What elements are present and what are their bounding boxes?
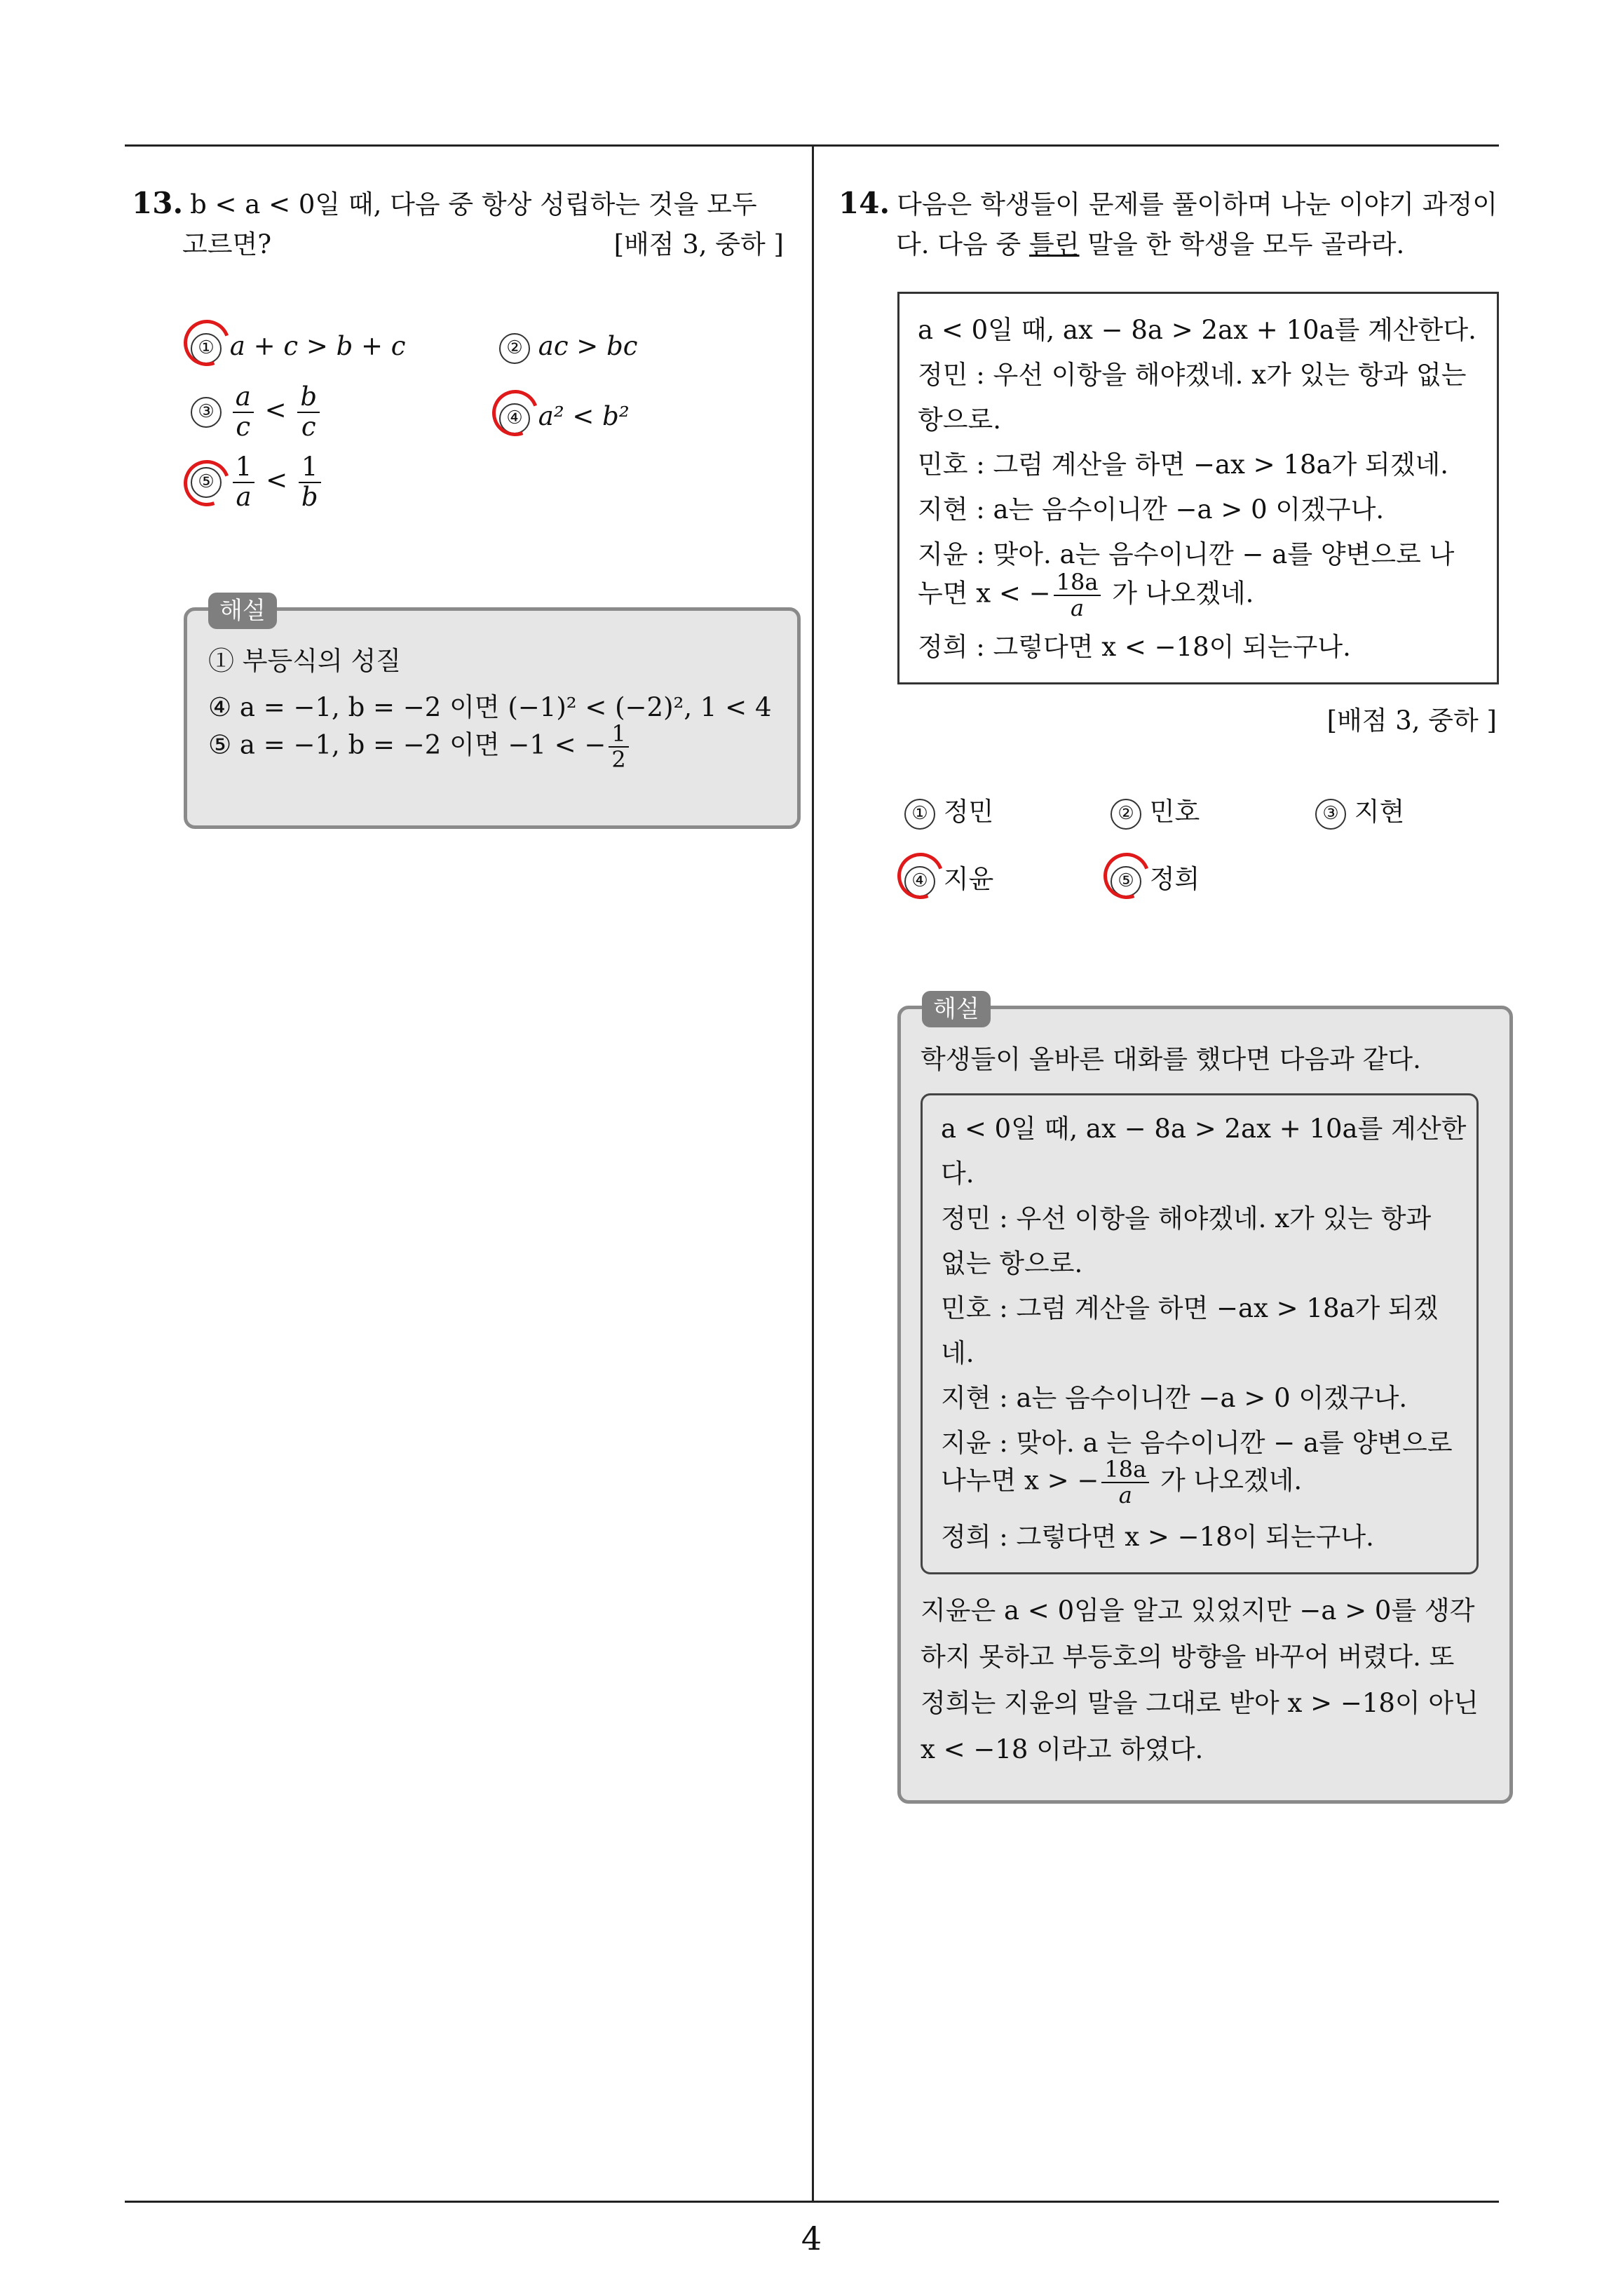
dialogue-line: 지윤 : 맞아. a 는 음수이니깐 − a를 양변으로	[941, 1428, 1453, 1458]
option-text: a + c > b + c	[229, 331, 406, 361]
dialogue-line: 누면 x < − $\frac{18a}{a}$ 가 나오겠네.	[918, 569, 1254, 622]
explanation-tag: 해설	[208, 593, 277, 629]
corrected-dialogue-box	[921, 1093, 1479, 1574]
underlined-word: 틀린	[1029, 229, 1080, 259]
dialogue-line: 민호 : 그럼 계산을 하면 −ax > 18a가 되겠네.	[918, 450, 1449, 480]
option-number: ①	[904, 799, 935, 830]
q14-number: 14.	[838, 186, 890, 220]
q14-option-3[interactable]	[1315, 792, 1404, 832]
q13-line2	[132, 225, 798, 264]
option-text: 정희	[1149, 864, 1200, 894]
option-number: ②	[1111, 799, 1141, 830]
question-13	[132, 181, 798, 264]
explanation-line: ⑤ a = −1, b = −2 이면 −1 < − $\frac{1}{2}$	[208, 722, 632, 772]
dialogue-line: 다.	[941, 1159, 975, 1189]
q14-line1	[838, 181, 1512, 225]
fraction: $\frac{1}{a}$	[233, 453, 255, 511]
dialogue-line: 항으로.	[918, 405, 1001, 435]
dialogue-line: 지현 : a는 음수이니깐 −a > 0 이겠구나.	[941, 1383, 1408, 1413]
option-number: ③	[191, 397, 222, 428]
explanation-tag: 해설	[922, 991, 991, 1027]
dialogue-line: 지현 : a는 음수이니깐 −a > 0 이겠구나.	[918, 494, 1385, 525]
explanation-line: 하지 못하고 부등호의 방향을 바꾸어 버렸다. 또	[921, 1642, 1455, 1672]
q14-option-1[interactable]	[904, 792, 993, 832]
q14-dialogue-box	[897, 292, 1499, 684]
q14-line2: 다. 다음 중 틀린 말을 한 학생을 모두 골라라.	[896, 229, 1405, 259]
question-14	[838, 181, 1512, 264]
dialogue-line: a < 0일 때, ax − 8a > 2ax + 10a를 계산한	[941, 1114, 1467, 1144]
option-number: ⑤	[191, 467, 222, 498]
q13-points: [배점 3, 중하 ]	[613, 229, 784, 259]
q13-option-3[interactable]: ③ $\frac{a}{c}$ < $\frac{b}{c}$	[191, 383, 322, 441]
q13-option-2[interactable]	[499, 327, 637, 366]
option-text: 지윤	[943, 864, 994, 894]
q13-line1	[132, 181, 798, 225]
dialogue-line: 네.	[941, 1338, 975, 1368]
explanation-line: 정희는 지윤의 말을 그대로 받아 x > −18이 아닌	[921, 1688, 1479, 1718]
dialogue-line: 정민 : 우선 이항을 해야겠네. x가 있는 항과	[941, 1203, 1432, 1234]
dialogue-line: 지윤 : 맞아. a는 음수이니깐 − a를 양변으로 나	[918, 539, 1455, 569]
dialogue-line: 정희 : 그렇다면 x > −18이 되는구나.	[941, 1522, 1374, 1552]
option-number: ④	[499, 403, 530, 434]
q13-number: 13.	[132, 186, 184, 220]
q13-stem: b < a < 0일 때, 다음 중 항상 성립하는 것을 모두	[190, 189, 757, 220]
q14-option-2[interactable]	[1111, 792, 1200, 832]
explanation-line: 지윤은 a < 0임을 알고 있었지만 −a > 0를 생각	[921, 1595, 1475, 1626]
option-text: a² < b²	[538, 401, 630, 431]
dialogue-line: 없는 항으로.	[941, 1248, 1083, 1278]
dialogue-line: 민호 : 그럼 계산을 하면 −ax > 18a가 되겠	[941, 1293, 1439, 1323]
q13-explanation-box	[184, 597, 801, 829]
option-number: ②	[499, 333, 530, 364]
q13-stem-cont: 고르면?	[182, 229, 272, 259]
option-text: ac > bc	[538, 331, 638, 361]
explanation-line: 학생들이 올바른 대화를 했다면 다음과 같다.	[921, 1044, 1421, 1074]
q13-option-5[interactable]: ⑤ $\frac{1}{a}$ < $\frac{1}{b}$	[191, 453, 324, 511]
fraction: $\frac{1}{b}$	[299, 453, 321, 511]
page-number: 4	[801, 2220, 822, 2257]
q14-points: [배점 3, 중하 ]	[1326, 705, 1497, 736]
fraction: $\frac{a}{c}$	[233, 383, 254, 441]
option-text: 정민	[943, 797, 994, 827]
bottom-rule	[125, 2201, 1499, 2203]
q14-explanation-box	[897, 995, 1513, 1804]
explanation-line: x < −18 이라고 하였다.	[921, 1734, 1204, 1764]
dialogue-line: 정민 : 우선 이항을 해야겠네. x가 있는 항과 없는	[918, 360, 1467, 390]
dialogue-line: a < 0일 때, ax − 8a > 2ax + 10a를 계산한다.	[918, 315, 1476, 345]
explanation-line: ① 부등식의 성질	[208, 646, 401, 676]
dialogue-line: 나누면 x > − $\frac{18a}{a}$ 가 나오겠네.	[941, 1456, 1303, 1509]
option-number: ⑤	[1111, 866, 1141, 897]
option-text: 민호	[1149, 797, 1200, 827]
q14-stem: 다음은 학생들이 문제를 풀이하며 나눈 이야기 과정이	[897, 189, 1498, 220]
option-number: ③	[1315, 799, 1346, 830]
option-text: 지현	[1354, 797, 1405, 827]
explanation-line: ④ a = −1, b = −2 이면 (−1)² < (−2)², 1 < 4	[208, 692, 772, 722]
fraction: $\frac{b}{c}$	[297, 383, 320, 441]
dialogue-line: 정희 : 그렇다면 x < −18이 되는구나.	[918, 632, 1351, 662]
column-divider	[812, 144, 814, 2202]
option-number: ①	[191, 333, 222, 364]
option-number: ④	[904, 866, 935, 897]
